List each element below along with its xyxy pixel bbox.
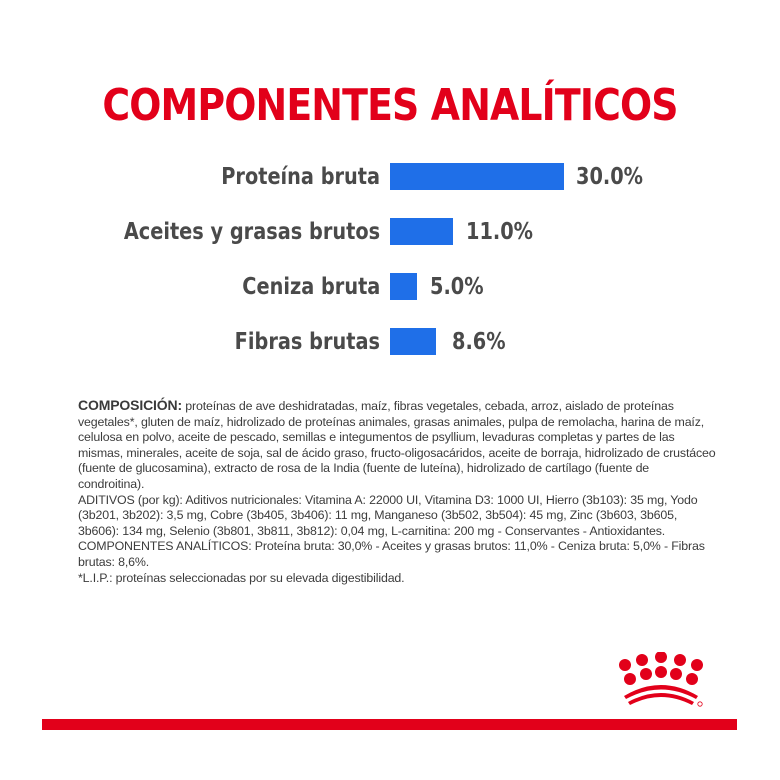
bar-row-fiber <box>0 328 780 356</box>
bar <box>390 273 417 300</box>
page-title: COMPONENTES ANALÍTICOS <box>102 80 678 131</box>
footer-divider <box>42 719 737 730</box>
royal-canin-crown-icon <box>616 652 706 708</box>
bar-label: Fibras brutas <box>234 329 380 355</box>
composition-paragraph <box>78 398 718 493</box>
bar <box>390 328 436 355</box>
bar-label: Proteína bruta <box>221 164 380 190</box>
composition-heading: COMPOSICIÓN: <box>78 397 182 413</box>
composition-body: proteínas de ave deshidratadas, maíz, fibras vegetales, cebada, arroz, aislado de proteínas vegetales*, gluten de maíz, hidrolizado de proteínas animales, grasas animales, pulpa de remolacha, harina de maíz, celulosa en polvo, aceite de pescado, semillas e integumentos de psyllium, levaduras completas y partes de las mismas, minerales, aceite de soja, sal de ácido graso, fructo-oligosacáridos, aceite de borraja, hidrolizado de crustáceo (fuente de glucosamina), extracto de rosa de la India (fuente de luteína), hidrolizado de cartílago (fuente de condroitina). <box>78 399 716 491</box>
bar <box>390 163 564 190</box>
bar-row-ash <box>0 273 780 301</box>
bar-label: Ceniza bruta <box>241 274 380 300</box>
additives-paragraph: ADITIVOS (por kg): Aditivos nutricionales: Vitamina A: 22000 UI, Vitamina D3: 1000 UI, Hierro (3b103): 35 mg, Yodo (3b201, 3b202): 3,5 mg, Cobre (3b405, 3b406): 11 mg, Manganeso (3b502, 3b504): 45 mg, Zinc (3b603, 3b605, 3b606): 134 mg, Selenio (3b801, 3b811, 3b812): 0,04 mg, L-carnitina: 200 mg - Conservantes - Antioxidantes. <box>78 492 698 538</box>
footnote: *L.I.P.: proteínas seleccionadas por su elevada digestibilidad. <box>78 570 405 585</box>
bar-value: 8.6% <box>452 329 506 355</box>
bar-value: 30.0% <box>576 164 644 190</box>
bar-label: Aceites y grasas brutos <box>123 219 380 245</box>
composition-text <box>78 398 718 586</box>
bar-value: 11.0% <box>466 219 534 245</box>
analytical-paragraph: COMPONENTES ANALÍTICOS: Proteína bruta: 30,0% - Aceites y grasas brutos: 11,0% - Ceniza bruta: 5,0% - Fibras brutas: 8,6%. <box>78 539 705 569</box>
bar-row-fat <box>0 218 780 246</box>
bar-value: 5.0% <box>430 274 484 300</box>
bar <box>390 218 453 245</box>
bar-row-protein <box>0 163 780 191</box>
